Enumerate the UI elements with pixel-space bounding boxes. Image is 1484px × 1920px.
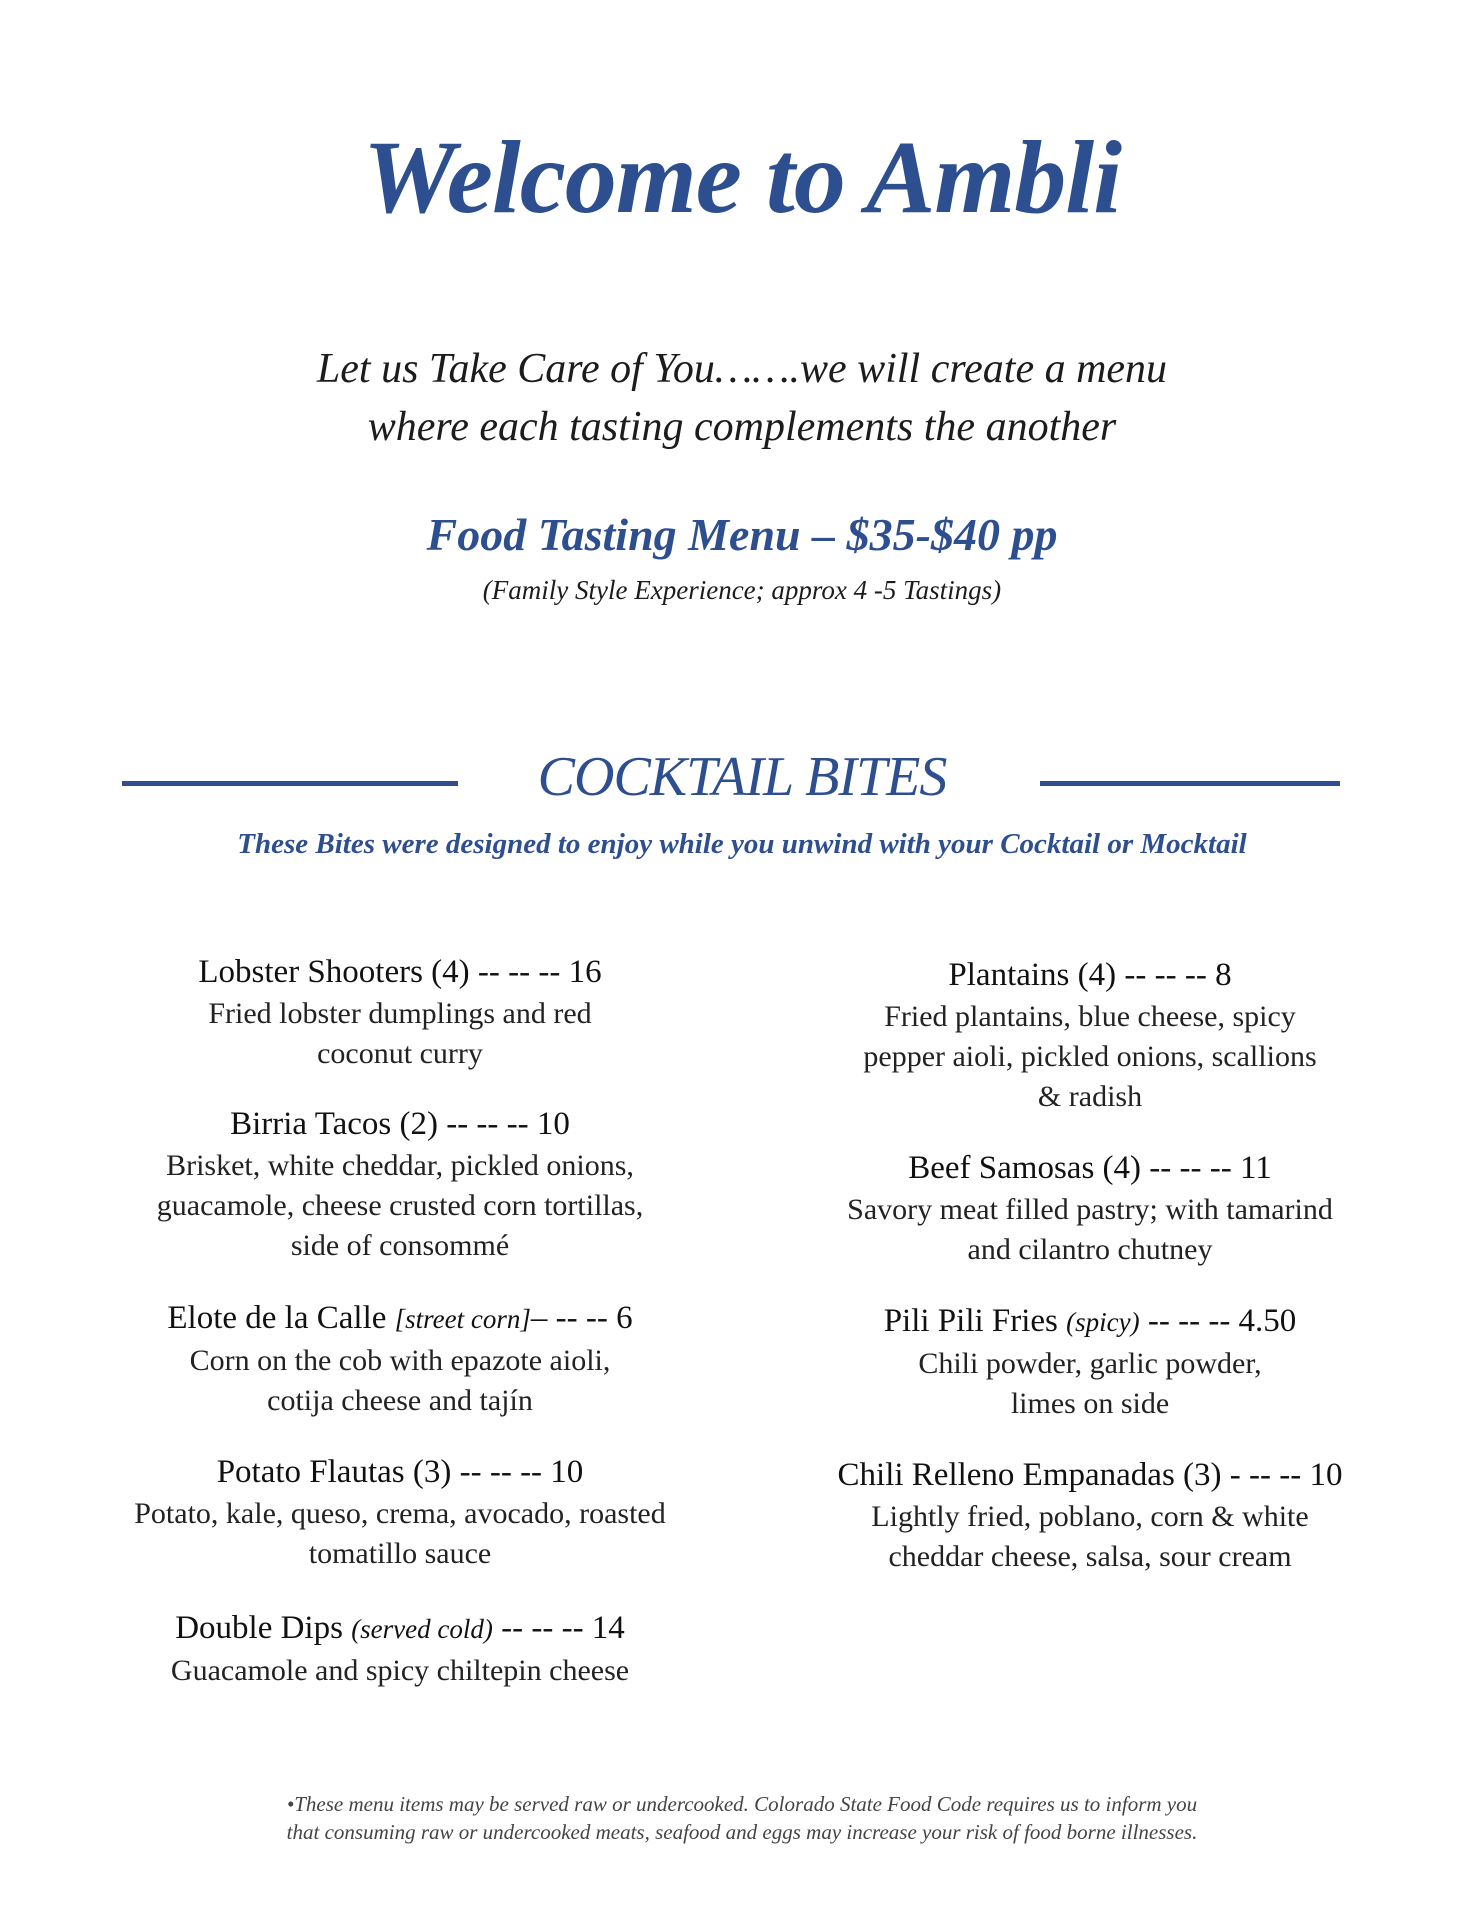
menu-item-description-line: Fried lobster dumplings and red: [208, 997, 592, 1030]
menu-item-price: -- -- -- 14: [501, 1610, 625, 1646]
menu-item-description-line: Savory meat filled pastry; with tamarind: [847, 1193, 1333, 1226]
menu-item-name: Chili Relleno Empanadas (3): [837, 1457, 1222, 1493]
menu-item-description-line: guacamole, cheese crusted corn tortillas,: [156, 1189, 644, 1222]
menu-item: [770, 1146, 1410, 1270]
menu-item-price: – -- -- 6: [530, 1300, 633, 1336]
menu-item-description-line: Corn on the cob with epazote aioli,: [189, 1344, 611, 1377]
menu-item-price: -- -- -- 10: [459, 1454, 584, 1490]
menu-item-title: [90, 950, 710, 994]
menu-item: [770, 1453, 1410, 1577]
footnote-line-1: •These menu items may be served raw or undercooked. Colorado State Food Code requires us to inform you: [286, 1792, 1198, 1816]
section-title: COCKTAIL BITES: [537, 746, 947, 808]
menu-item-price: - -- -- 10: [1229, 1457, 1343, 1493]
tagline-line-2: where each tasting complements the another: [367, 404, 1117, 450]
menu-item-description-line: coconut curry: [317, 1037, 483, 1070]
menu-item-title: [770, 1299, 1410, 1344]
menu-item: [90, 950, 710, 1074]
menu-item-note: (served cold): [351, 1614, 493, 1644]
menu-item-description-line: Chili powder, garlic powder,: [918, 1347, 1262, 1380]
menu-item-name: Potato Flautas (3): [216, 1454, 452, 1490]
page-title: Welcome to Ambli: [362, 120, 1122, 235]
menu-item-title: [90, 1606, 710, 1651]
menu-item: [90, 1450, 710, 1574]
menu-item-note: [street corn]: [394, 1304, 531, 1334]
menu-item-description-line: limes on side: [1010, 1387, 1170, 1420]
menu-item-name: Double Dips: [175, 1610, 343, 1646]
tasting-menu-title: Food Tasting Menu – $35-$40 pp: [426, 509, 1058, 560]
menu-item-name: Plantains (4): [948, 957, 1117, 993]
menu-item-price: -- -- -- 4.50: [1147, 1303, 1297, 1339]
menu-item-name: Elote de la Calle: [167, 1300, 387, 1336]
section-subtitle: These Bites were designed to enjoy while you unwind with your Cocktail or Mocktail: [237, 828, 1247, 860]
menu-item-description-line: Brisket, white cheddar, pickled onions,: [166, 1149, 634, 1182]
menu-item: [770, 1299, 1410, 1424]
menu-item-title: [770, 953, 1410, 997]
menu-item-description-line: cheddar cheese, salsa, sour cream: [888, 1540, 1292, 1573]
menu-item-title: [770, 1146, 1410, 1190]
menu-item: [90, 1296, 710, 1421]
tagline: [0, 340, 1484, 456]
food-safety-footnote: [0, 1790, 1484, 1846]
menu-item-description-line: pepper aioli, pickled onions, scallions: [863, 1040, 1317, 1073]
menu-item: [770, 953, 1410, 1117]
menu-item-description-line: tomatillo sauce: [308, 1537, 492, 1570]
menu-item-description-line: and cilantro chutney: [967, 1233, 1213, 1266]
menu-item: [90, 1102, 710, 1266]
menu-item-description-line: & radish: [1037, 1080, 1143, 1113]
menu-item-title: [90, 1450, 710, 1494]
menu-item-description-line: Guacamole and spicy chiltepin cheese: [170, 1654, 630, 1687]
menu-item-note: (spicy): [1066, 1307, 1140, 1337]
tasting-menu-subtitle: (Family Style Experience; approx 4 -5 Tastings): [482, 575, 1002, 605]
menu-item-price: -- -- -- 16: [477, 954, 602, 990]
menu-item-description-line: cotija cheese and tajín: [267, 1384, 533, 1417]
footnote-line-2: that consuming raw or undercooked meats, seafood and eggs may increase your risk of food borne illnesses.: [286, 1820, 1198, 1844]
menu-item-name: Beef Samosas (4): [908, 1150, 1142, 1186]
menu-item-price: -- -- -- 8: [1124, 957, 1232, 993]
menu-item-name: Pili Pili Fries: [883, 1303, 1058, 1339]
menu-item-description-line: Potato, kale, queso, crema, avocado, roasted: [134, 1497, 666, 1530]
menu-item-description-line: side of consommé: [290, 1229, 510, 1262]
menu-item-name: Lobster Shooters (4): [198, 954, 470, 990]
menu-item-description-line: Lightly fried, poblano, corn & white: [871, 1500, 1309, 1533]
menu-item-title: [90, 1296, 710, 1341]
menu-item-price: -- -- -- 11: [1149, 1150, 1272, 1186]
menu-item-title: [90, 1102, 710, 1146]
menu-item-name: Birria Tacos (2): [230, 1106, 438, 1142]
menu-item-description-line: Fried plantains, blue cheese, spicy: [884, 1000, 1296, 1033]
tagline-line-1: Let us Take Care of You…….we will create a menu: [316, 346, 1168, 392]
menu-item: [90, 1606, 710, 1691]
menu-item-price: -- -- -- 10: [446, 1106, 570, 1142]
menu-item-title: [770, 1453, 1410, 1497]
